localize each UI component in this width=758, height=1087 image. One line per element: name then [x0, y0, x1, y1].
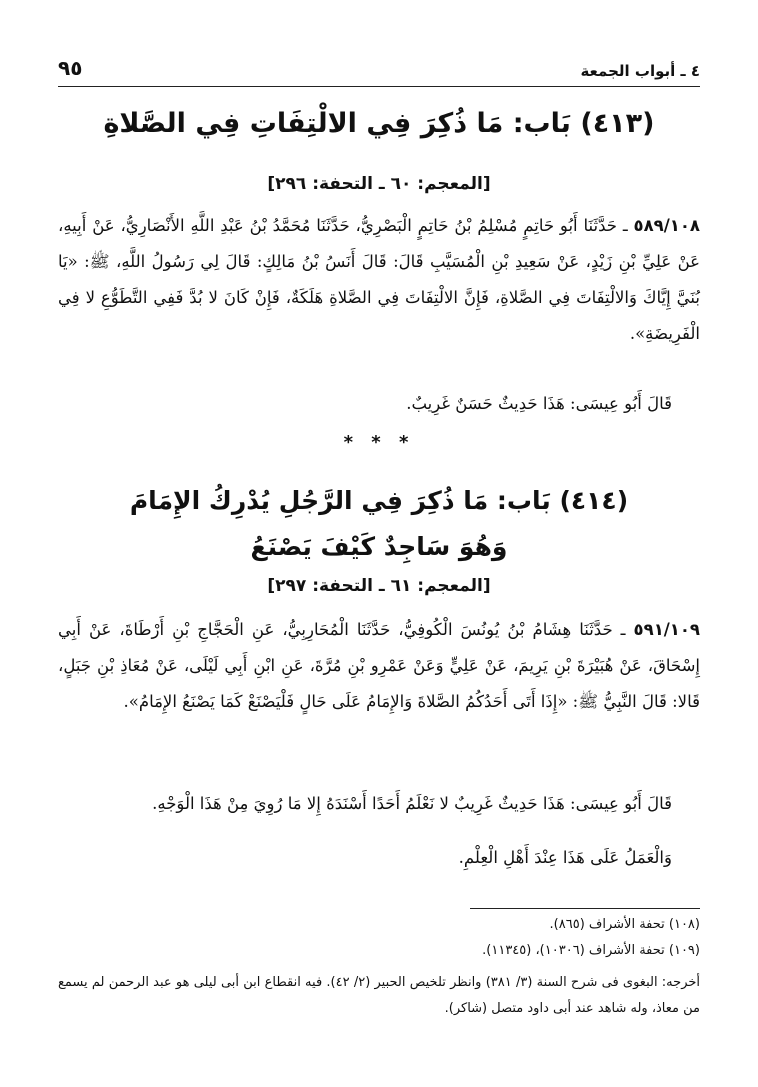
hadith-589-text: ـ حَدَّثَنَا أَبُو حَاتِمٍ مُسْلِمُ بْنُ حَاتِمٍ الْبَصْرِيُّ، حَدَّثَنَا مُحَمَّدُ بْنُ عَبْدِ اللَّهِ الأَنْصَارِيُّ، عَنْ أَبِيهِ، عَنْ عَلِيِّ بْنِ زَيْدٍ، عَنْ سَعِيدِ بْنِ الْمُسَيَّبِ قَالَ: قَالَ أَنَسُ بْنُ مَالِكٍ: قَالَ لِي رَسُولُ اللَّهِ، ﷺ: «يَا بُنَيَّ إِيَّاكَ وَالالْتِفَاتَ فِي الصَّلاةِ، فَإِنَّ الالْتِفَاتَ فِي الصَّلاةِ هَلَكَةٌ، فَإِنْ كَانَ لا بُدَّ فَفِي التَّطَوُّعِ لا فِي الْفَرِيضَةِ».: [58, 216, 700, 343]
running-header: [58, 56, 700, 80]
page-number: ٩٥: [58, 56, 83, 80]
header-rule: [58, 86, 700, 87]
hadith-589: [58, 208, 700, 352]
chapter-413-reference: [المعجم: ٦٠ ـ التحفة: ٢٩٦]: [267, 174, 491, 194]
footnote-108: (١٠٨) تحفة الأشراف (٨٦٥).: [549, 917, 700, 932]
footnote-109-note: أخرجه: البغوى فى شرح السنة (٣/ ٣٨١) وانظر تلخيص الحبير (٢/ ٤٢). فيه انقطاع ابن أبى ليلى هو عبد الرحمن لم يسمع من معاذ، وله شاهد عند أبى داود متصل (شاكر).: [58, 975, 701, 1016]
hadith-591-number: ٥٩١/١٠٩: [633, 620, 700, 639]
hadith-591: [58, 612, 700, 720]
hadith-591-grading: قَالَ أَبُو عِيسَى: هَذَا حَدِيثٌ غَرِيبٌ لا نَعْلَمُ أَحَدًا أَسْنَدَهُ إِلا مَا رُوِيَ مِنْ هَذَا الْوَجْهِ.: [152, 794, 672, 813]
section-title: ٤ ـ أبواب الجمعة: [580, 62, 700, 80]
footnote-109: (١٠٩) تحفة الأشراف (١٠٣٠٦)، (١١٣٤٥).: [482, 943, 700, 958]
chapter-414-title-line2: وَهُوَ سَاجِدٌ كَيْفَ يَصْنَعُ: [250, 532, 508, 561]
section-separator: * * *: [343, 432, 415, 453]
hadith-589-number: ٥٨٩/١٠٨: [633, 216, 700, 235]
chapter-414-reference: [المعجم: ٦١ ـ التحفة: ٢٩٧]: [267, 576, 491, 596]
chapter-413-title: (٤١٣) بَاب: مَا ذُكِرَ فِي الالْتِفَاتِ فِي الصَّلاةِ: [103, 108, 655, 139]
chapter-414-title: [40, 478, 718, 570]
hadith-589-grading: قَالَ أَبُو عِيسَى: هَذَا حَدِيثٌ حَسَنٌ غَرِيبٌ.: [406, 394, 672, 413]
hadith-591-practice: وَالْعَمَلُ عَلَى هَذَا عِنْدَ أَهْلِ الْعِلْمِ.: [458, 848, 672, 867]
chapter-414-title-line1: (٤١٤) بَاب: مَا ذُكِرَ فِي الرَّجُلِ يُدْرِكُ الإِمَامَ: [129, 486, 629, 515]
hadith-591-text: ـ حَدَّثَنَا هِشَامُ بْنُ يُونُسَ الْكُوفِيُّ، حَدَّثَنَا الْمُحَارِبِيُّ، عَنِ الْحَجَّاجِ بْنِ أَرْطَاةَ، عَنْ أَبِي إِسْحَاقَ، عَنْ هُبَيْرَةَ بْنِ يَرِيمَ، عَنْ عَلِيٍّ وَعَنْ عَمْرِو بْنِ مُرَّةَ، عَنِ ابْنِ أَبِي لَيْلَى، عَنْ مُعَاذِ بْنِ جَبَلٍ، قَالا: قَالَ النَّبِيُّ ﷺ: «إِذَا أَتَى أَحَدُكُمُ الصَّلاةَ وَالإِمَامُ عَلَى حَالٍ فَلْيَصْنَعْ كَمَا يَصْنَعُ الإِمَامُ».: [58, 620, 700, 711]
footnote-rule: [470, 908, 700, 909]
